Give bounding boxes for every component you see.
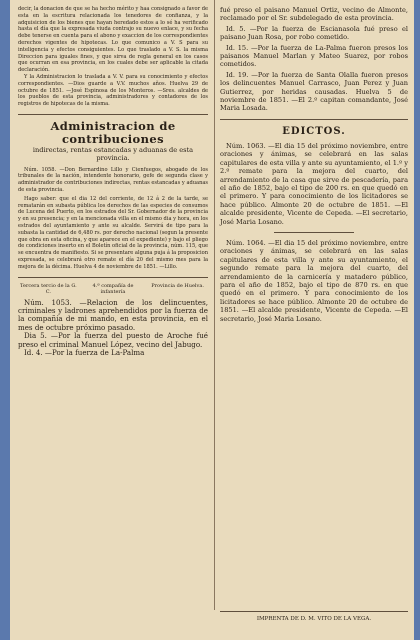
divider: [220, 611, 408, 612]
paragraph: Id. 4. —Por la fuerza de La-Palma: [24, 347, 145, 357]
paragraph: Dia 5. —Por la fuerza del puesto de Aroche fué preso el criminal Manuel López, vecino del Jabugo.: [18, 331, 208, 349]
section-heading: Administracion de contribuciones: [50, 118, 176, 146]
section-heading: EDICTOS.: [282, 125, 346, 137]
paragraph: Id. 15. —Por la fuerza de La-Palma fueron presos los paisanos Manuel Marlan y Mateo Suarez, por robos cometidos.: [220, 43, 408, 69]
paragraph: Núm. 1053. —Relacion de los delincuentes, criminales y ladrones aprehendidos por la fuerza de la compañía de mi mando, en esta provincia, en el mes de octubre próximo pasado.: [18, 297, 208, 332]
paragraph: Y la Administracion lo traslada a V. V. para su conocimiento y efectos correspondientes. —Dios guarde a V.V. muchos años. Huelva 29 de octubre de 1851. —José Espinosa de los Monteros. —Sres. alcaldes de los pueblos de esta provincia, administradores y contadores de los registros de hipotecas de la misma.: [18, 73, 208, 108]
newspaper-page: [10, 0, 414, 640]
paragraph: Núm. 1064. —El dia 15 del próximo noviembre, entre oraciones y ánimas, se celebrará en las salas capitulares de esta villa y ante su ayuntamiento, el segundo remate para la mejora del cuarto, del arrendamiento de la carnicería y matadero público, para el año de 1852, bajo el tipo de 870 rs. en que quedó en el primero. Y para conocimiento de los licitadores se hace público. Almonte 20 de octubre de 1851. —El alcalde presidente, Vicente de Cepeda. —El secretario, José Maria Losano.: [220, 238, 408, 323]
table-header-cell: Tercera tercio de la G. C.: [20, 282, 77, 295]
divider: [18, 114, 208, 115]
divider: [18, 277, 208, 278]
table-header-cell: Provincia de Huelva.: [151, 282, 204, 289]
table-header-cell: 4.ª compañía de infantería: [92, 282, 134, 295]
table-header: [18, 283, 208, 295]
divider: [274, 232, 354, 233]
paragraph: Núm. 1063. —El dia 15 del próximo noviembre, entre oraciones y ánimas, se celebrará en las salas capitulares de esta villa y ante su ayuntamiento, el 1.º y 2.º remate para la mejora del cuarto, del arrendamiento de la casa que sirve de pescadería, para el año de 1852, bajo el tipo de 200 rs. en que quedó en el primero. Y para conocimiento de los licitadores se hace público. Almonte 20 de octubre de 1851. —El alcalde presidente, Vicente de Cepeda. —El secretario, José Maria Losano.: [220, 141, 408, 226]
section-subheading: indirectas, rentas estancadas y aduanas de esta provincia.: [32, 145, 194, 163]
paragraph: decir, la donacion de que se ha hecho mérito y haa consignado a favor de esta en la escritura relacionada los tenedores de confianza, y la adquisicion de los bienes que hayan heredado estos a lo sé ha verificado hasta el día que la expresada viuda contrajo su nuevo enlace, y su fecha debe tenerse en cuenta para el abono y exaccion de los correspondientes derechos vigentes de hipotecas. Lo que comunico a V. S para su inteligencia y efectos consiguientes. Lo que traslado a V. S. la misma Direccion para iguales fines, y que sirva de regla general en los casos que ocurran en esa provincia, en los cuales debe ser aplicable la citada declaración.: [18, 6, 208, 74]
right-column: [220, 0, 408, 640]
paragraph: Id. 5. —Por la fuerza de Escianasola fué preso el paisano Juan Rosa, por robo cometido.: [220, 24, 408, 42]
paragraph: Id. 19. —Por la fuerza de Santa Olalla fueron presos los delincuentes Manuel Carrasco, Juan Perez y Juan Gutierrez, por heridas causadas. Huelva 5 de noviembre de 1851. —El 2.º capitan comandante, José Maria Losada.: [220, 70, 408, 113]
left-column: [18, 0, 208, 640]
paragraph: fué preso el paisano Manuel Ortiz, vecino de Almonte, reclamado por el Sr. subdelegado de esta provincia.: [220, 6, 408, 23]
paragraph: Núm. 1058. —Don Bernardino Lillo y Cienfuegos, abogado de los tribunales de la nación, intendente honorario, gefe de segunda clase y administrador de contribuciones indirectas, rentas estancadas y aduanas de esta provincia.: [18, 166, 208, 193]
printer-imprint: IMPRENTA DE D. M. VITO DE LA VEGA.: [256, 616, 372, 622]
paragraph: Hago saber: que el dia 12 del corriente, de 12 á 2 de la tarde, se rematarán en subasta pública los derechos de las especies de consumos de Lucena del Puerto, en los estrados del Sr. Gobernador de la provincia y en su presencia; y en la mencionada villa en el mismo dia y hora, en los estrados del ayuntamiento y ante su alcalde. Servirá de tipo para la subasta la cantidad de 6,480 rs. por derecho nacional (segun la presente que obra en esta oficina, y que aparece en el expediente) y bajo el pliego de condiciones inserto en el Boletín oficial de la provincia, núm. 115, que se encuentra de manifiesto. Si se presentare alguna puja á la proposicion expresada, se celebrará otro remate el día 20 del mismo mes para la mejora de la décima. Huelva 4 de noviembre de 1851. —Lillo.: [18, 195, 208, 270]
divider: [220, 119, 408, 120]
column-divider: [214, 0, 215, 610]
